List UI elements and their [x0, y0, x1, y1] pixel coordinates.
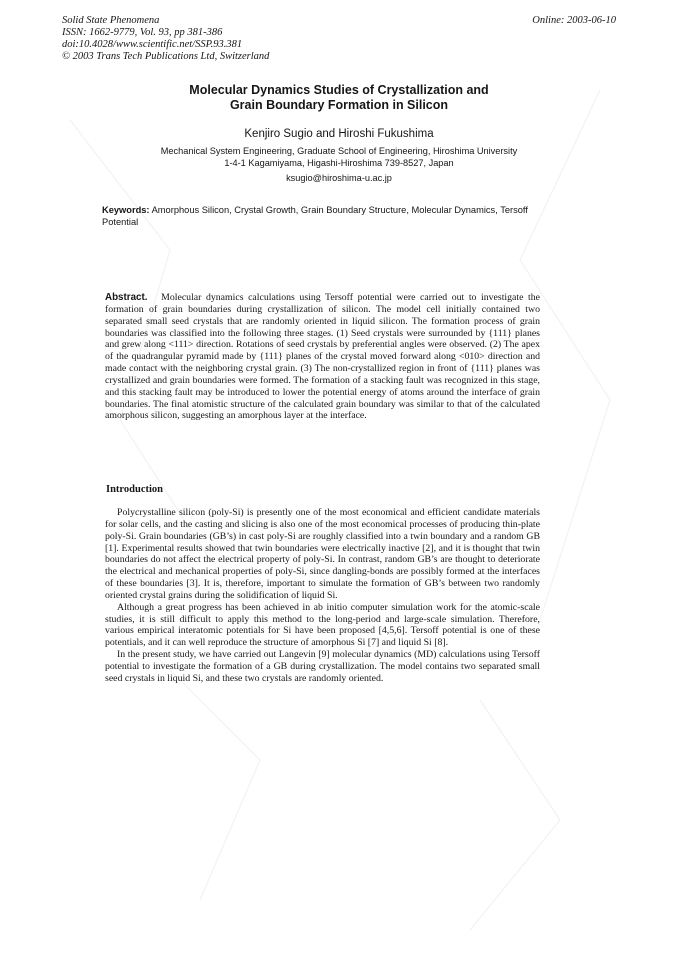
author-affiliation — [100, 146, 578, 169]
abstract-text: Molecular dynamics calculations using Tersoff potential were carried out to investigate the formation of grain boundaries during crystallization of silicon. The model cell initially contained two separated small seed crystals that are randomly oriented in liquid silicon. The formation process of grain boundaries was classified into the following three stages. (1) Seed crystals were surrounded by {111} planes and grew along <111> direction. Rotations of seed crystals by preferential angles were observed. (2) The apex of the quadrangular pyramid made by {111} planes of the crystal moved forward along <010> direction and made contact with the neighboring crystal grain. (3) The non-crystallized region in front of {111} planes was crystallized and grain boundaries were formed. The formation of a stacking fault was recognized in this stage, and this stacking fault may be introduced to lower the potential energy of atoms around the interface of grain boundaries. The final atomistic structure of the calculated grain boundary was similar to that of the calculated amorphous silicon, suggesting an amorphous layer at the interface. — [105, 292, 540, 422]
journal-doi[interactable]: doi:10.4028/www.scientific.net/SSP.93.381 — [62, 39, 243, 50]
affiliation-line2: 1-4-1 Kagamiyama, Higashi-Hiroshima 739-8527, Japan — [224, 157, 454, 168]
paper-title — [100, 83, 578, 112]
introduction-paragraph-2: Although a great progress has been achieved in ab initio computer simulation work for the atomic-scale studies, it is still difficult to apply this method to the long-period and large-scale simulation. Therefore, various empirical interatomic potentials for Si have been proposed [4,5,6]. Tersoff potential is one of these potentials, and it can well reproduce the structure of amorphous Si [7] and liquid Si [8]. — [105, 601, 540, 649]
journal-issn: ISSN: 1662-9779, Vol. 93, pp 381-386 — [62, 27, 223, 38]
affiliation-line1: Mechanical System Engineering, Graduate School of Engineering, Hiroshima University — [160, 146, 518, 156]
keywords-label: Keywords: — [102, 205, 150, 215]
online-date: Online: 2003-06-10 — [532, 15, 616, 26]
keywords-text: Amorphous Silicon, Crystal Growth, Grain Boundary Structure, Molecular Dynamics, Tersoff Potential — [102, 205, 528, 227]
journal-metadata — [62, 15, 269, 63]
author-email[interactable]: ksugio@hiroshima-u.ac.jp — [286, 173, 392, 183]
abstract-label: Abstract. — [105, 292, 148, 303]
paper-title-line2: Grain Boundary Formation in Silicon — [229, 97, 449, 112]
keywords — [102, 205, 542, 228]
journal-copyright: © 2003 Trans Tech Publications Ltd, Switzerland — [62, 51, 270, 62]
introduction-paragraph-1: Polycrystalline silicon (poly-Si) is presently one of the most economical and efficient candidate materials for solar cells, and the casting and slicing is also one of the most economical processes of producing thin-plate poly-Si. Grain boundaries (GB’s) in cast poly-Si are roughly classified into a twin boundary and a random GB [1]. Experimental results showed that twin boundaries were electrically inactive [2], and it is thought that twin boundaries do not affect the electrical property of poly-Si. In contrast, random GB’s are thought to deteriorate the electrical and mechanical properties of poly-Si, since dangling-bonds are possibly formed at the interfaces of these boundaries [3]. It is, therefore, important to simulate the formation of GB’s between two randomly oriented crystal grains during the solidification of liquid Si. — [105, 507, 540, 601]
paper-authors: Kenjiro Sugio and Hiroshi Fukushima — [244, 128, 434, 140]
paper-title-line1: Molecular Dynamics Studies of Crystallization and — [189, 83, 489, 97]
introduction-body — [105, 507, 540, 685]
introduction-paragraph-3: In the present study, we have carried out Langevin [9] molecular dynamics (MD) calculations using Tersoff potential to investigate the formation of a GB during crystallization. The model contains two separated small seed crystals in liquid Si, and these two crystals are randomly oriented. — [105, 649, 540, 684]
journal-name: Solid State Phenomena — [62, 15, 160, 26]
abstract — [105, 292, 540, 422]
introduction-heading: Introduction — [106, 484, 163, 495]
